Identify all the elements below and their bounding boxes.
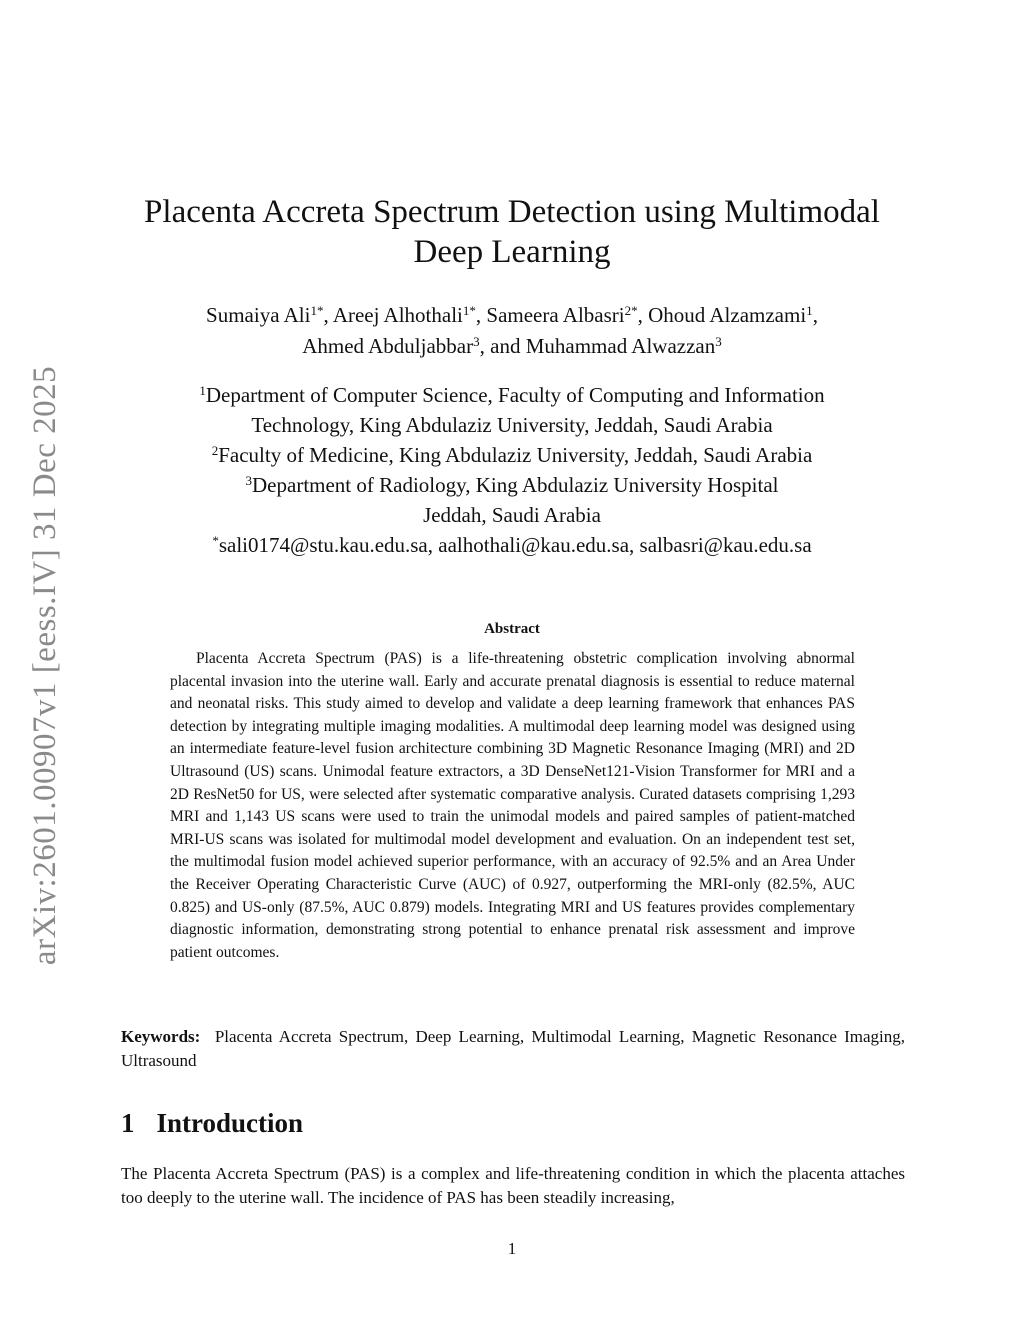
author-affiliation-mark: 3 bbox=[473, 333, 480, 349]
affiliation-mark: 3 bbox=[245, 472, 253, 488]
affiliation-text: Faculty of Medicine, King Abdulaziz University, Jeddah, Saudi Arabia bbox=[218, 443, 813, 467]
author-separator: , bbox=[812, 303, 818, 327]
section-number: 1 bbox=[121, 1108, 135, 1138]
author-name: Sameera Albasri bbox=[486, 303, 625, 327]
author-affiliation-mark: 2* bbox=[624, 302, 638, 318]
affiliation-list bbox=[100, 380, 924, 560]
affiliation-mark: 1 bbox=[199, 382, 206, 398]
abstract-heading: Abstract bbox=[484, 621, 540, 637]
author-separator: , and bbox=[479, 334, 526, 358]
paper-title bbox=[100, 192, 924, 272]
introduction-text: The Placenta Accreta Spectrum (PAS) is a complex and life-threatening condition in which the placenta attaches too deeply to the uterine wall. The incidence of PAS has been steadily increasing, bbox=[121, 1164, 905, 1207]
affiliation-text: Department of Radiology, King Abdulaziz University Hospital bbox=[252, 473, 779, 497]
author-affiliation-mark: 1* bbox=[310, 302, 324, 318]
author-name: Areej Alhothali bbox=[332, 303, 463, 327]
email-list: sali0174@stu.kau.edu.sa, aalhothali@kau.edu.sa, salbasri@kau.edu.sa bbox=[218, 533, 812, 557]
section-heading bbox=[121, 1108, 303, 1139]
page-number: 1 bbox=[507, 1239, 517, 1258]
email-mark: * bbox=[212, 532, 219, 548]
affiliation-mark: 2 bbox=[211, 442, 219, 458]
author-name: Sumaiya Ali bbox=[206, 303, 311, 327]
author-name: Ahmed Abduljabbar bbox=[302, 334, 474, 358]
keywords-text: Placenta Accreta Spectrum, Deep Learning, Multimodal Learning, Magnetic Resonance Imaging, Ultrasound bbox=[121, 1027, 906, 1070]
author-affiliation-mark: 3 bbox=[715, 333, 722, 349]
author-separator: , bbox=[475, 303, 487, 327]
keywords bbox=[121, 1025, 905, 1073]
author-separator: , bbox=[637, 303, 649, 327]
affiliation-3-cont: Jeddah, Saudi Arabia bbox=[423, 503, 601, 527]
author-line-2 bbox=[100, 331, 924, 362]
author-affiliation-mark: 1* bbox=[462, 302, 476, 318]
author-affiliation-mark: 1 bbox=[806, 302, 813, 318]
affiliation-3 bbox=[100, 470, 924, 500]
title-line-2: Deep Learning bbox=[413, 234, 611, 270]
affiliation-1 bbox=[100, 380, 924, 410]
author-name: Muhammad Alwazzan bbox=[525, 334, 716, 358]
author-line-1 bbox=[100, 300, 924, 331]
affiliation-text: Department of Computer Science, Faculty of Computing and Information bbox=[205, 383, 825, 407]
author-name: Ohoud Alzamzami bbox=[648, 303, 807, 327]
arxiv-identifier: arXiv:2601.00907v1 [eess.IV] 31 Dec 2025 bbox=[27, 365, 64, 965]
section-title: Introduction bbox=[156, 1108, 304, 1138]
keywords-label: Keywords: bbox=[121, 1027, 201, 1046]
author-separator: , bbox=[323, 303, 333, 327]
author-list bbox=[100, 300, 924, 362]
contact-emails bbox=[100, 530, 924, 560]
affiliation-2 bbox=[100, 440, 924, 470]
arxiv-sidebar-stamp bbox=[24, 360, 68, 970]
title-line-1: Placenta Accreta Spectrum Detection using Multimodal bbox=[144, 194, 880, 230]
abstract-text: Placenta Accreta Spectrum (PAS) is a life-threatening obstetric complication involving abnormal placental invasion into the uterine wall. Early and accurate prenatal diagnosis is essential to reduce maternal and neonatal risks. This study aimed to develop and validate a deep learning framework that enhances PAS detection by integrating multiple imaging modalities. A multimodal deep learning model was designed using an intermediate feature-level fusion architecture combining 3D Magnetic Resonance Imaging (MRI) and 2D Ultrasound (US) scans. Unimodal feature extractors, a 3D DenseNet121-Vision Transformer for MRI and a 2D ResNet50 for US, were selected after systematic comparative analysis. Curated datasets comprising 1,293 MRI and 1,143 US scans were used to train the unimodal models and paired samples of patient-matched MRI-US scans was isolated for multimodal model development and evaluation. On an independent test set, the multimodal fusion model achieved superior performance, with an accuracy of 92.5% and an Area Under the Receiver Operating Characteristic Curve (AUC) of 0.927, outperforming the MRI-only (82.5%, AUC 0.825) and US-only (87.5%, AUC 0.879) models. Integrating MRI and US features provides complementary diagnostic information, demonstrating strong potential to enhance prenatal risk assessment and improve patient outcomes. bbox=[170, 650, 855, 961]
affiliation-1-cont: Technology, King Abdulaziz University, Jeddah, Saudi Arabia bbox=[251, 413, 773, 437]
